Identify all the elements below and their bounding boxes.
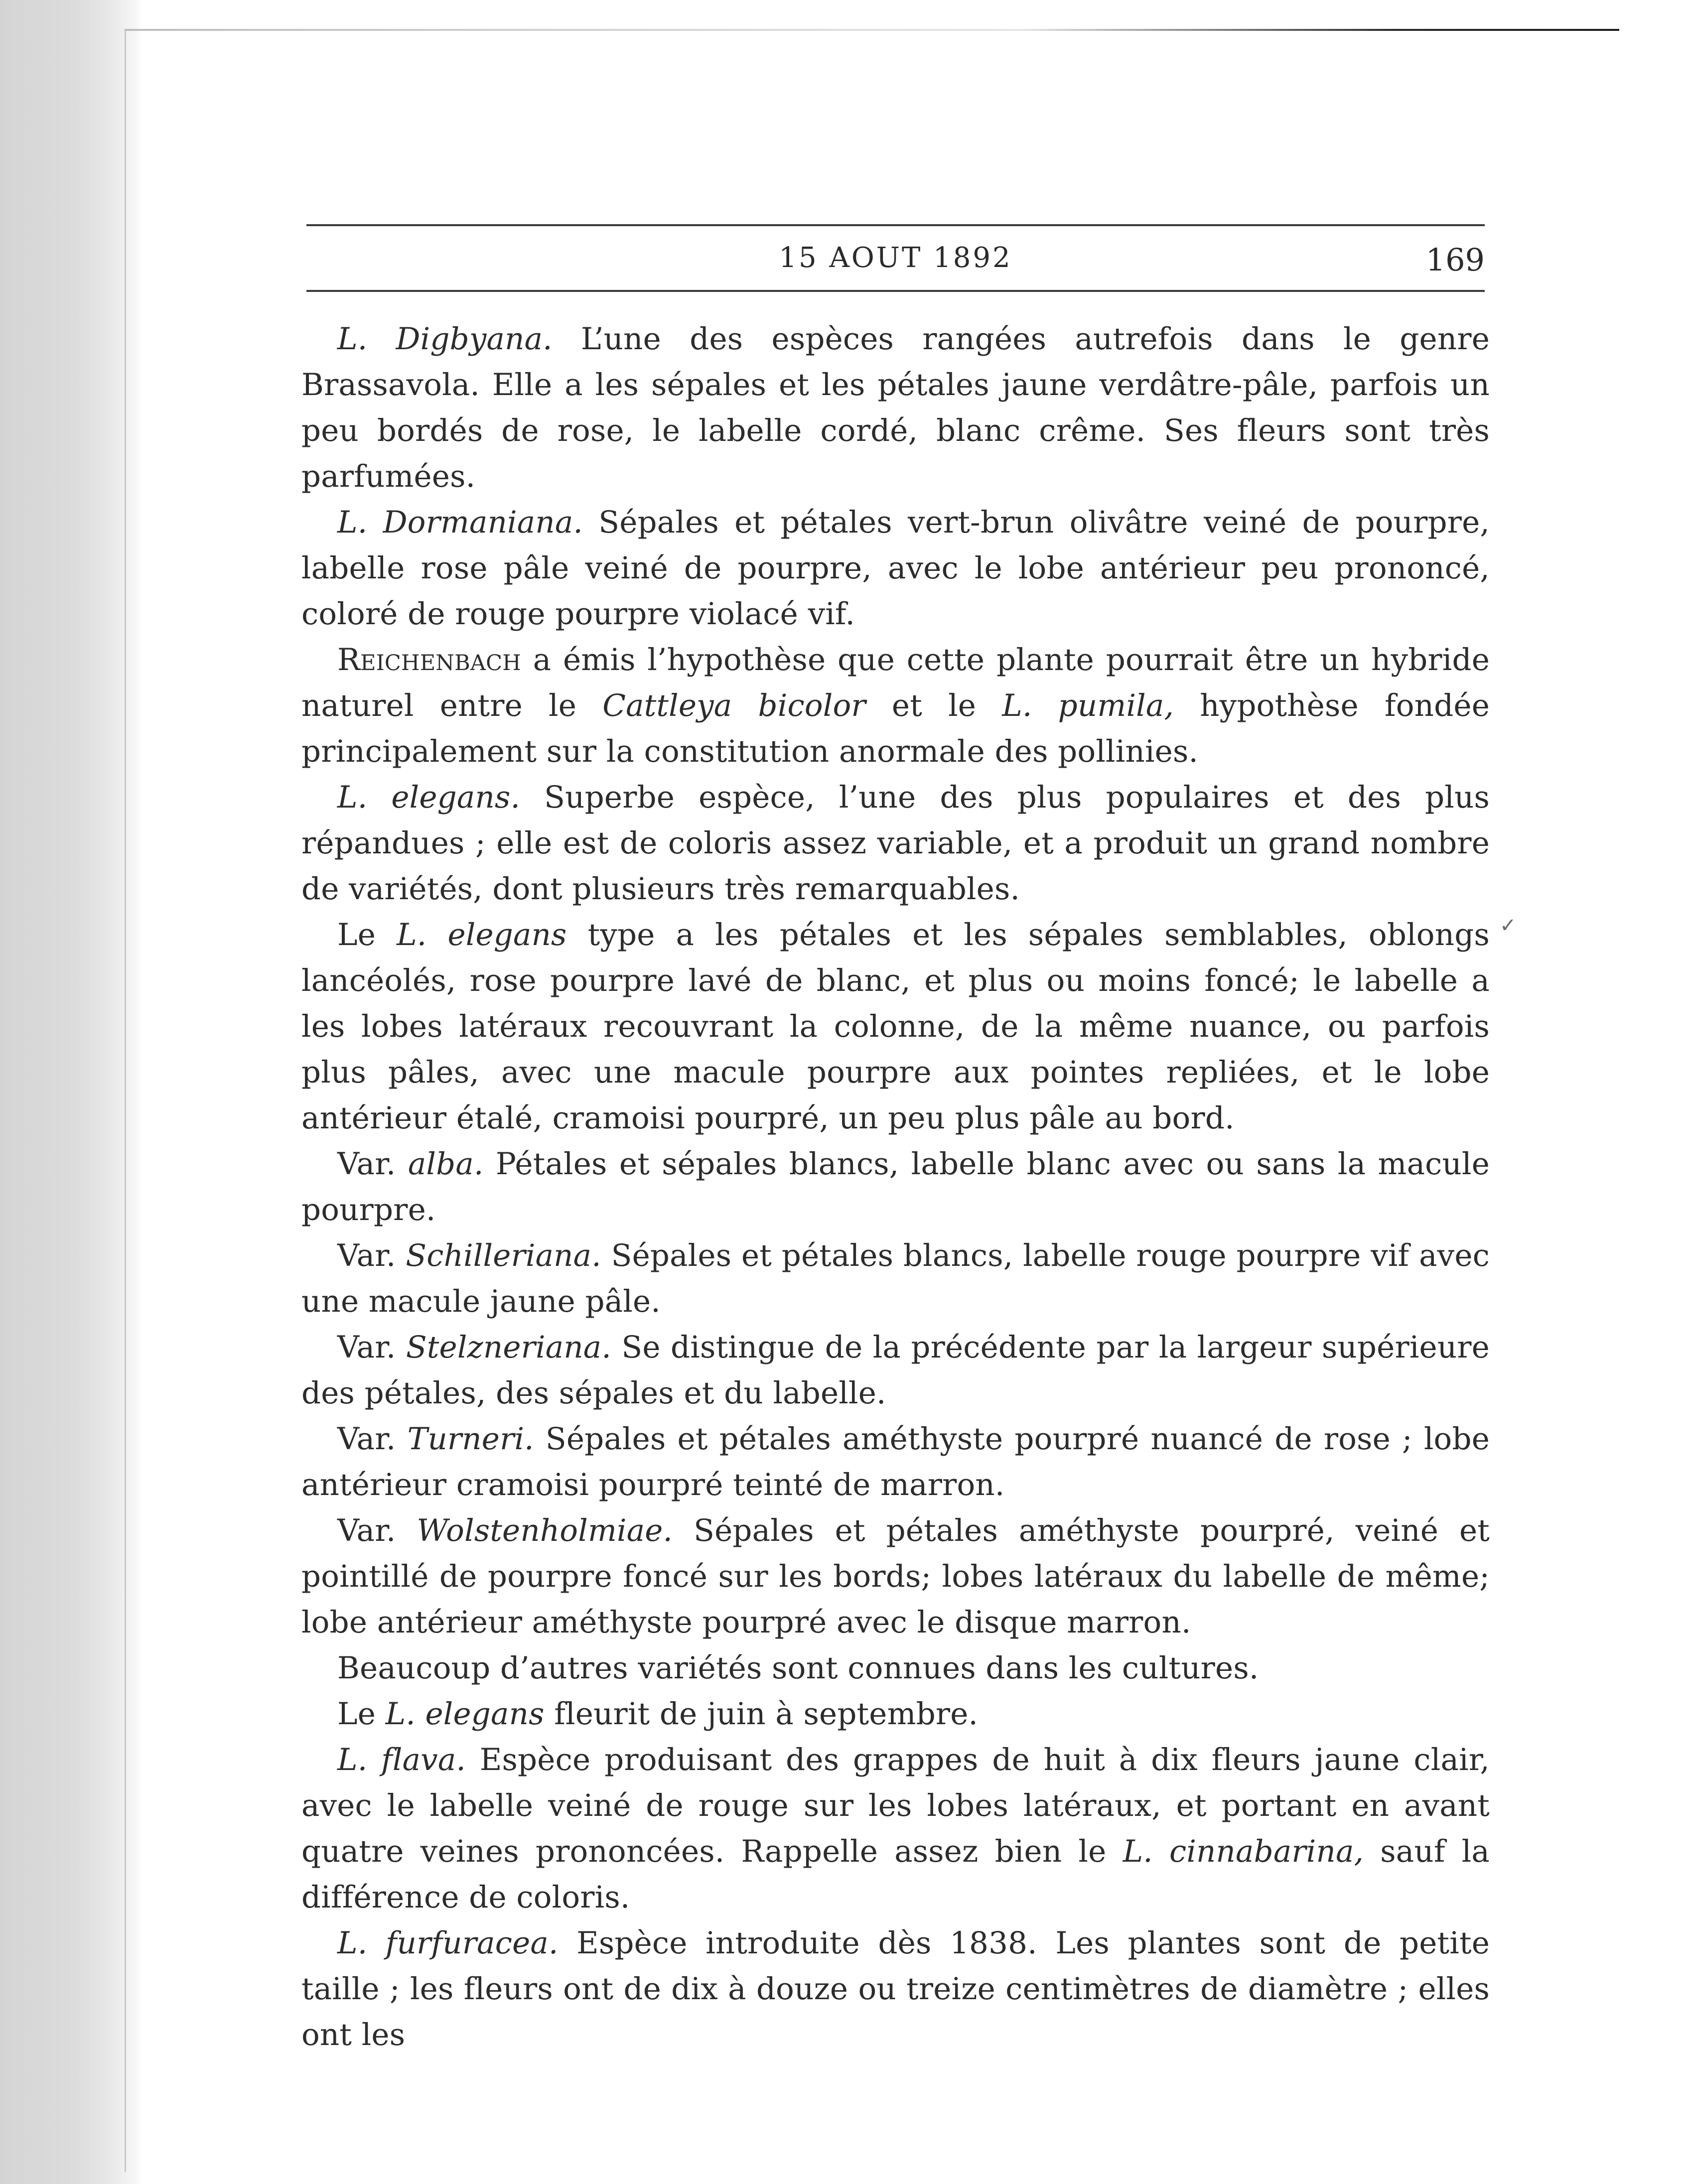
header-rule-bottom bbox=[306, 290, 1485, 292]
body-text bbox=[301, 316, 1490, 2058]
header-rule-top bbox=[306, 224, 1485, 226]
paragraph-furfuracea: L. furfuracea. Espèce introduite dès 1838. Les plantes sont de petite taille ; les fleurs ont de dix à douze ou treize centimètres de diamètre ; elles ont les bbox=[301, 1925, 1490, 2052]
paragraph-dormaniana: L. Dormaniana. Sépales et pétales vert-brun olivâtre veiné de pourpre, labelle rose pâle veiné de pourpre, avec le lobe antérieur peu prononcé, coloré de rouge pourpre violacé vif. bbox=[301, 505, 1490, 632]
page-top-edge bbox=[125, 29, 1619, 31]
paragraph-elegans: L. elegans. Superbe espèce, l’une des plus populaires et des plus répandues ; elle est de coloris assez variable, et a produit un grand nombre de variétés, dont plusieurs très remarquables. bbox=[301, 780, 1490, 907]
paragraph-var-turneri: Var. Turneri. Sépales et pétales améthyste pourpré nuancé de rose ; lobe antérieur cramoisi pourpré teinté de marron. bbox=[301, 1421, 1490, 1502]
paragraph-var-schilleriana: Var. Schilleriana. Sépales et pétales blancs, labelle rouge pourpre vif avec une macule jaune pâle. bbox=[301, 1238, 1490, 1319]
page-edge-line bbox=[125, 30, 126, 2172]
page-number: 169 bbox=[1425, 242, 1485, 278]
margin-check-mark: ✓ bbox=[1500, 914, 1517, 937]
paragraph-floraison: Le L. elegans fleurit de juin à septembre. bbox=[337, 1696, 979, 1732]
paragraph-digbyana: L. Digbyana. L’une des espèces rangées autrefois dans le genre Brassavola. Elle a les sépales et les pétales jaune verdâtre-pâle, parfois un peu bordés de rose, le labelle cordé, blanc crême. Ses fleurs sont très parfumées. bbox=[301, 321, 1490, 494]
paragraph-elegans-type: Le L. elegans type a les pétales et les sépales semblables, oblongs lancéolés, rose pourpre lavé de blanc, et plus ou moins foncé; le labelle a les lobes latéraux recouvrant la colonne, de la même nuance, ou parfois plus pâles, avec une macule pourpre aux pointes repliées, et le lobe antérieur étalé, cramoisi pourpré, un peu plus pâle au bord. bbox=[301, 917, 1490, 1136]
paragraph-flava: L. flava. Espèce produisant des grappes de huit à dix fleurs jaune clair, avec le labelle veiné de rouge sur les lobes latéraux, et portant en avant quatre veines prononcées. Rappelle assez bien le L. cinnabarina, sauf la différence de coloris. bbox=[301, 1742, 1490, 1915]
running-head: 15 AOUT 1892 bbox=[779, 242, 1012, 274]
paragraph-autres-varietes: Beaucoup d’autres variétés sont connues dans les cultures. bbox=[337, 1650, 1259, 1686]
page-header bbox=[306, 214, 1485, 299]
paragraph-var-stelzneriana: Var. Stelzneriana. Se distingue de la précédente par la largeur supérieure des pétales, des sépales et du labelle. bbox=[301, 1330, 1490, 1411]
paragraph-var-alba: Var. alba. Pétales et sépales blancs, labelle blanc avec ou sans la macule pourpre. bbox=[301, 1146, 1490, 1228]
page-gutter-shadow bbox=[0, 0, 142, 2184]
paragraph-reichenbach: Reichenbach a émis l’hypothèse que cette plante pourrait être un hybride naturel entre le Cattleya bicolor et le L. pumila, hypothèse fondée principalement sur la constitution anormale des pollinies. bbox=[301, 642, 1490, 769]
paragraph-var-wolstenholmiae: Var. Wolstenholmiae. Sépales et pétales améthyste pourpré, veiné et pointillé de pourpre foncé sur les bords; lobes latéraux du labelle de même; lobe antérieur améthyste pourpré avec le disque marron. bbox=[301, 1513, 1490, 1640]
